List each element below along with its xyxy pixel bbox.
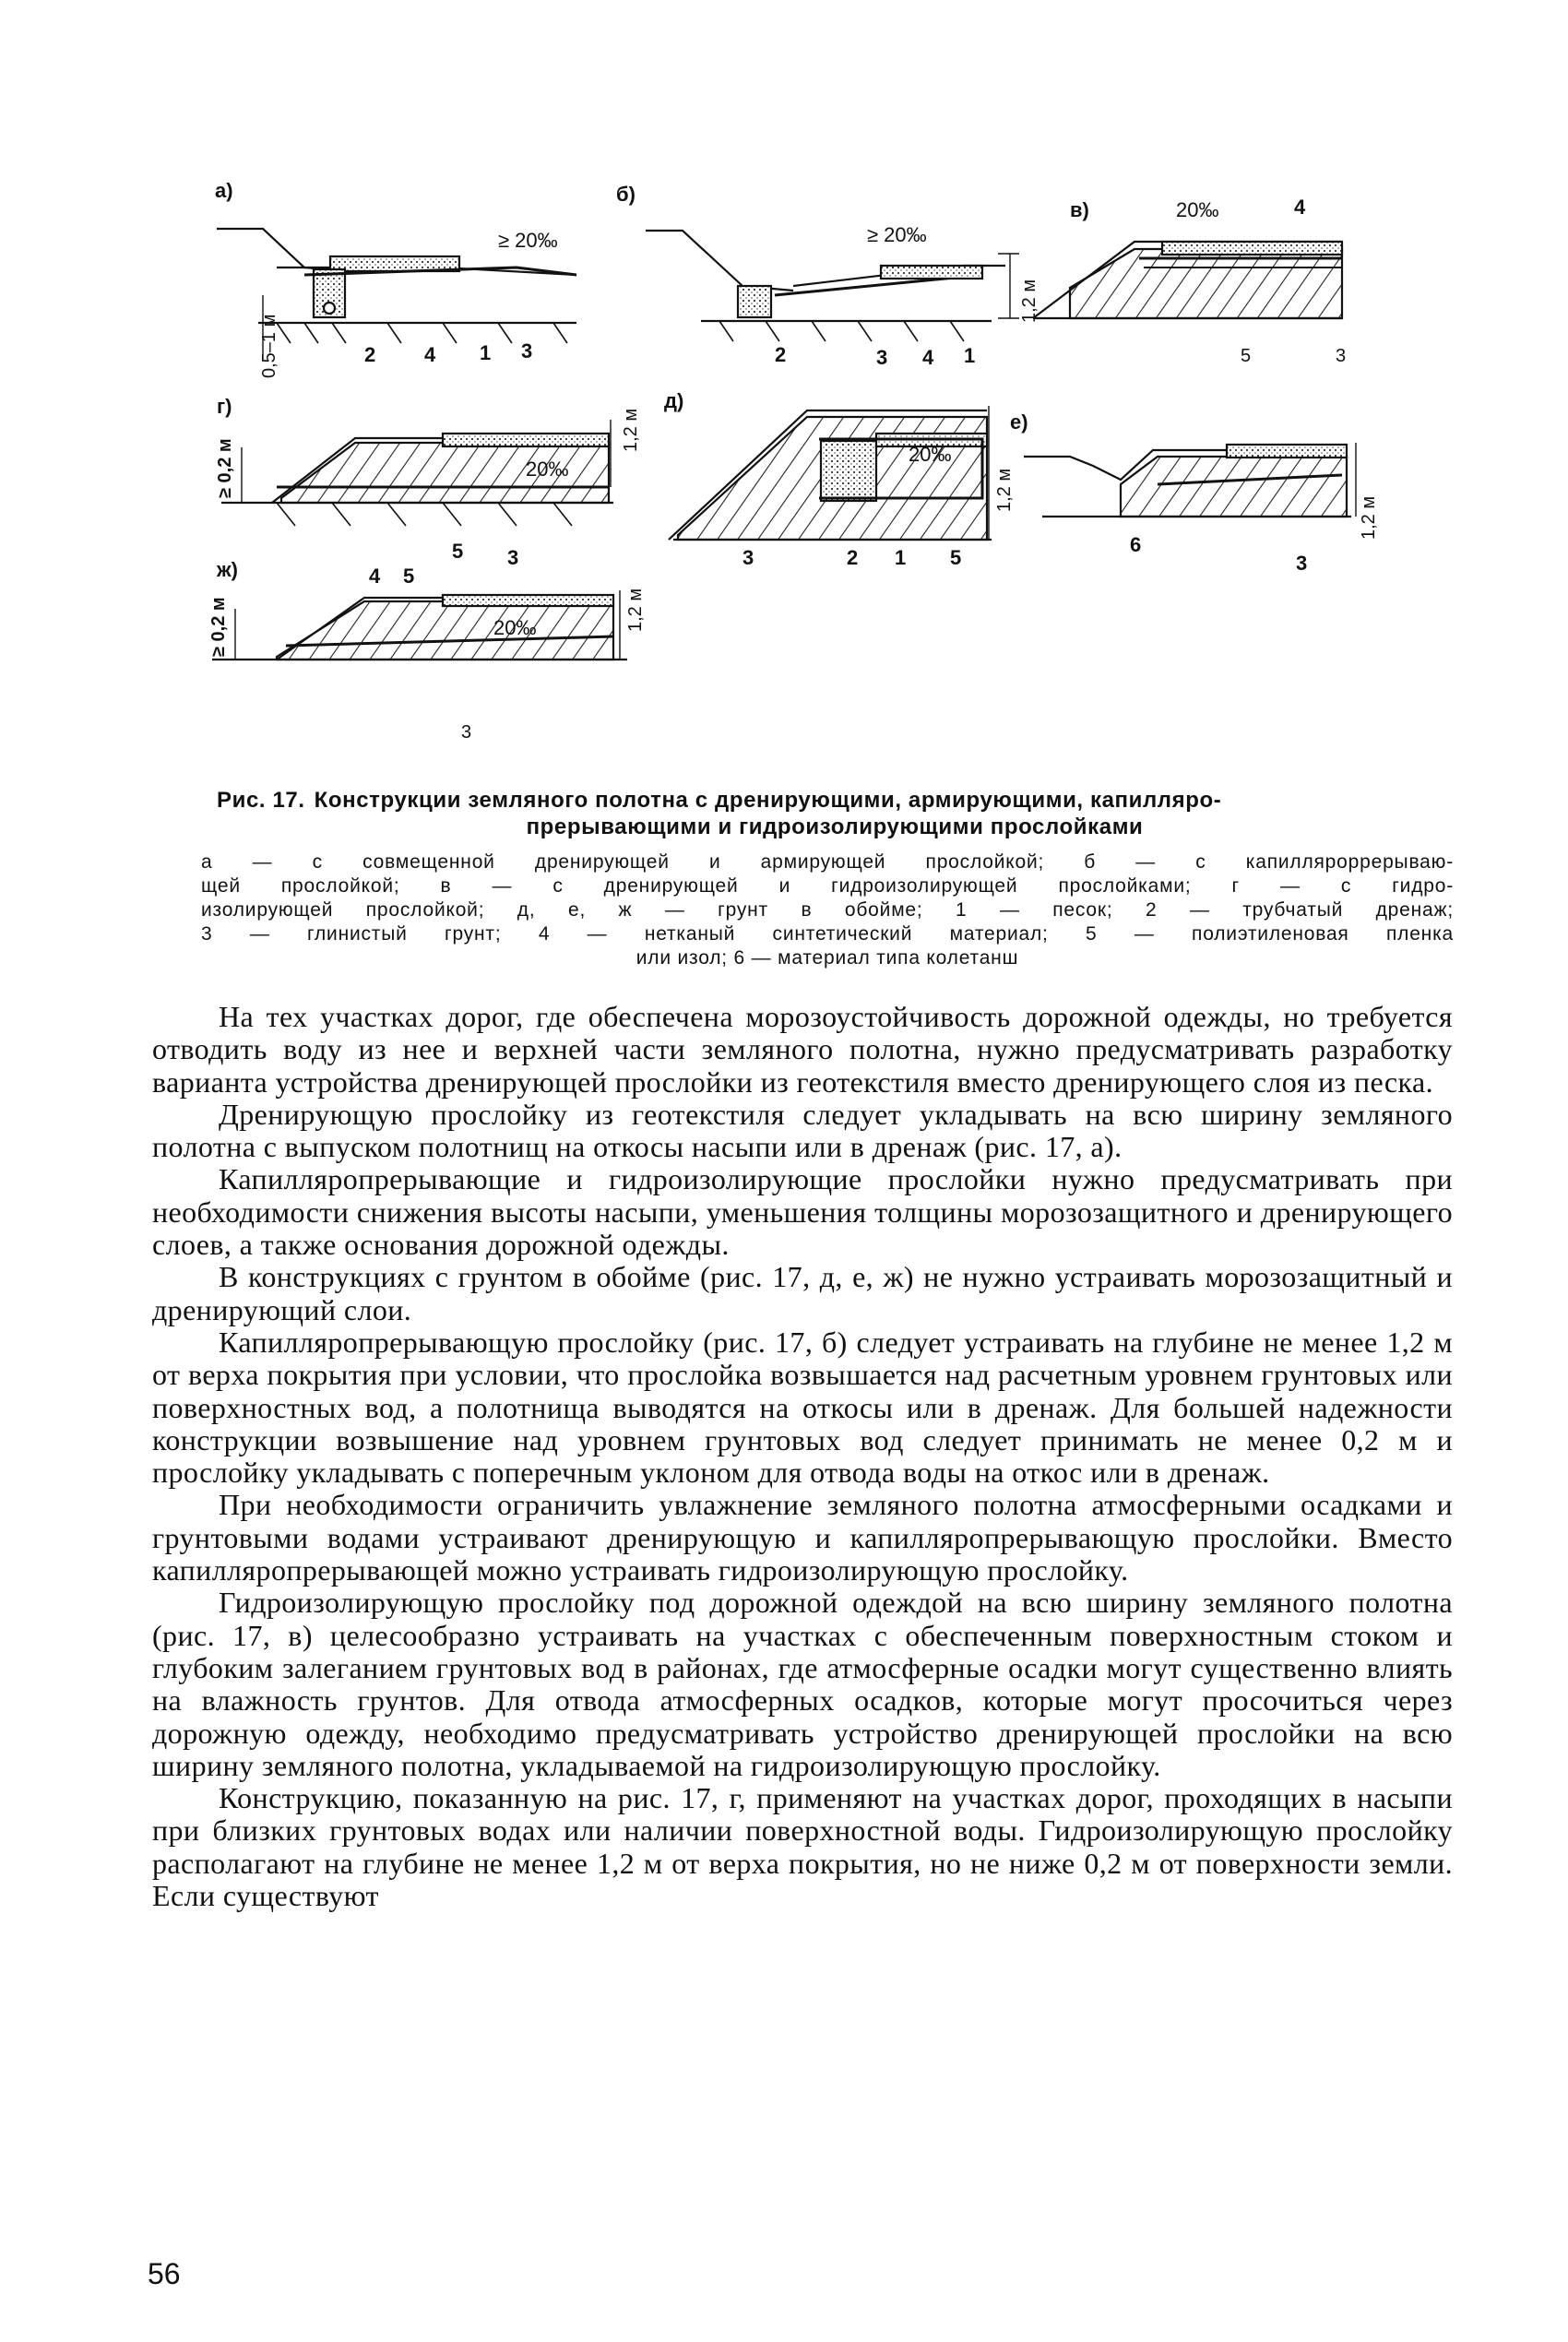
- paragraph: Конструкцию, показанную на рис. 17, г, применяют на участках дорог, проходящих в насыпи при близких грунтовых водах или наличии поверхностной воды. Гидроизолирующую прослойку располагают на глубине не менее 1,2 м от верха покрытия, но не ниже 0,2 м от поверхности земли. Если существуют: [152, 1781, 1453, 1913]
- panel-label-g: г): [217, 395, 232, 418]
- figure-title-line-2: прерывающими и гидроизолирующими прослойками: [526, 814, 1144, 839]
- slope-label-zh: 20‰: [493, 616, 537, 639]
- legend-line: 3 — глинистый грунт; 4 — нетканый синтетический материал; 5 — полиэтиленовая пленка: [201, 923, 1454, 945]
- paragraph: На тех участках дорог, где обеспечена морозоустойчивость дорожной одежды, но требуется отводить воду из нее и верхней части земляного полотна, нужно предусматривать разработку варианта устройства дренирующей прослойки из геотекстиля вместо дренирующего слоя из песка.: [152, 1000, 1453, 1099]
- dimension-d-depth: 1,2 м: [994, 468, 1015, 512]
- panel-label-v: в): [1070, 198, 1089, 221]
- paragraph: В конструкциях с грунтом в обойме (рис. 17, д, е, ж) не нужно устраивать морозозащитный и дренирующий слои.: [152, 1260, 1453, 1326]
- marker-a-3: 1: [480, 341, 492, 364]
- marker-g-1: 5: [452, 540, 464, 563]
- marker-a-4: 3: [521, 339, 533, 363]
- body-text: [152, 1001, 1453, 1912]
- legend-line: или изол; 6 — материал типа колетанш: [636, 947, 1019, 969]
- panel-b-diagram: [646, 231, 1019, 341]
- marker-d-3: 1: [895, 546, 907, 569]
- figure-caption-title: [217, 787, 1453, 840]
- panel-label-d: д): [664, 389, 684, 412]
- marker-v-1: 4: [1294, 196, 1306, 219]
- dimension-zh-ground: ≥ 0,2 м: [208, 597, 229, 657]
- legend-line: изолирующей прослойкой; д, е, ж — грунт в обойме; 1 — песок; 2 — трубчатый дренаж;: [201, 899, 1454, 921]
- marker-d-2: 2: [847, 546, 859, 569]
- marker-b-3: 4: [922, 346, 934, 369]
- figure-number: Рис. 17.: [217, 788, 305, 813]
- panel-label-b: б): [616, 183, 636, 206]
- legend-line: щей прослойкой; в — с дренирующей и гидроизолирующей прослойками; г — с гидро-: [201, 875, 1454, 897]
- panel-label-a: а): [215, 179, 233, 202]
- dimension-b-depth: 1,2 м: [1019, 279, 1039, 323]
- panel-e-diagram: [1024, 443, 1356, 517]
- page-number: 56: [148, 2257, 181, 2290]
- slope-label-d: 20‰: [909, 443, 952, 466]
- dimension-g-ground: ≥ 0,2 м: [215, 438, 235, 498]
- panel-d-diagram: [669, 406, 992, 540]
- panel-label-zh: ж): [217, 558, 238, 581]
- marker-zh-1: 4: [369, 565, 381, 588]
- marker-v-2: 5: [1241, 346, 1252, 366]
- dimension-zh-depth: 1,2 м: [625, 588, 646, 632]
- marker-e-2: 3: [1296, 552, 1308, 575]
- dimension-g-depth: 1,2 м: [621, 408, 641, 452]
- figure-title-line-1: Конструкции земляного полотна с дренирующими, армирующими, капилляро-: [314, 788, 1222, 813]
- marker-zh-2: 5: [403, 565, 415, 588]
- panel-zh-diagram: [212, 590, 627, 660]
- legend-line: а — с совмещенной дренирующей и армирующей прослойкой; б — с капиллярopрерываю-: [201, 851, 1454, 873]
- slope-label-g: 20‰: [526, 458, 569, 481]
- marker-b-4: 1: [964, 344, 976, 367]
- paragraph: Капилляропрерывающую прослойку (рис. 17, б) следует устраивать на глубине не менее 1,2 м от верха покрытия при условии, что прослойка возвышается над расчетным уровнем грунтовых или поверхностных вод, а полотнища выводятся на откосы или в дренаж. Для большей надежности конструкции возвышение над уровнем грунтовых вод следует принимать не менее 0,2 м и прослойку укладывать с поперечным уклоном для отвода воды на откос или в дренаж.: [152, 1325, 1453, 1490]
- paragraph: Дренирующую прослойку из геотекстиля следует укладывать на всю ширину земляного полотна с выпуском полотнищ на откосы насыпи или в дренаж (рис. 17, а).: [152, 1097, 1453, 1164]
- panel-label-e: е): [1010, 410, 1028, 434]
- figure-legend: [201, 850, 1454, 970]
- marker-d-1: 3: [742, 546, 754, 569]
- dimension-a-depth: 0,5–1 м: [259, 314, 279, 378]
- slope-label-v: 20‰: [1176, 198, 1219, 221]
- panel-v-diagram: [1033, 242, 1342, 318]
- paragraph: При необходимости ограничить увлажнение земляного полотна атмосферными осадками и грунтовыми водами устраивают дренирующую и капилляропрерывающую прослойки. Вместо капилляропрерывающей можно устраивать гидроизолирующую прослойку.: [152, 1488, 1453, 1587]
- dimension-e-depth: 1,2 м: [1359, 495, 1379, 540]
- paragraph: Капилляропрерывающие и гидроизолирующие прослойки нужно предусматривать при необходимости снижения высоты насыпи, уменьшения толщины морозозащитного и дренирующего слоев, а также основания дорожной одежды.: [152, 1162, 1453, 1262]
- marker-a-1: 2: [364, 343, 376, 366]
- marker-b-2: 3: [876, 346, 888, 369]
- slope-label-a: ≥ 20‰: [498, 229, 558, 252]
- slope-label-b: ≥ 20‰: [867, 223, 927, 246]
- figure-17-diagrams: [0, 0, 1568, 756]
- marker-b-1: 2: [775, 343, 787, 366]
- marker-g-2: 3: [507, 546, 519, 569]
- marker-a-2: 4: [424, 343, 436, 366]
- marker-zh-3: 3: [461, 722, 472, 743]
- marker-v-3: 3: [1336, 346, 1347, 366]
- marker-e-1: 6: [1130, 533, 1142, 556]
- marker-d-4: 5: [950, 546, 962, 569]
- paragraph: Гидроизолирующую прослойку под дорожной одеждой на всю ширину земляного полотна (рис. 17, в) целесообразно устраивать на участках с обеспеченным поверхностным стоком и глубоким залеганием грунтовых вод в районах, где атмосферные осадки могут существенно влиять на влажность грунтов. Для отвода атмосферных осадков, которые могут просочиться через дорожную одежду, необходимо предусматривать устройство дренирующей прослойки на всю ширину земляного полотна, укладываемой на гидроизолирующую прослойку.: [152, 1586, 1453, 1782]
